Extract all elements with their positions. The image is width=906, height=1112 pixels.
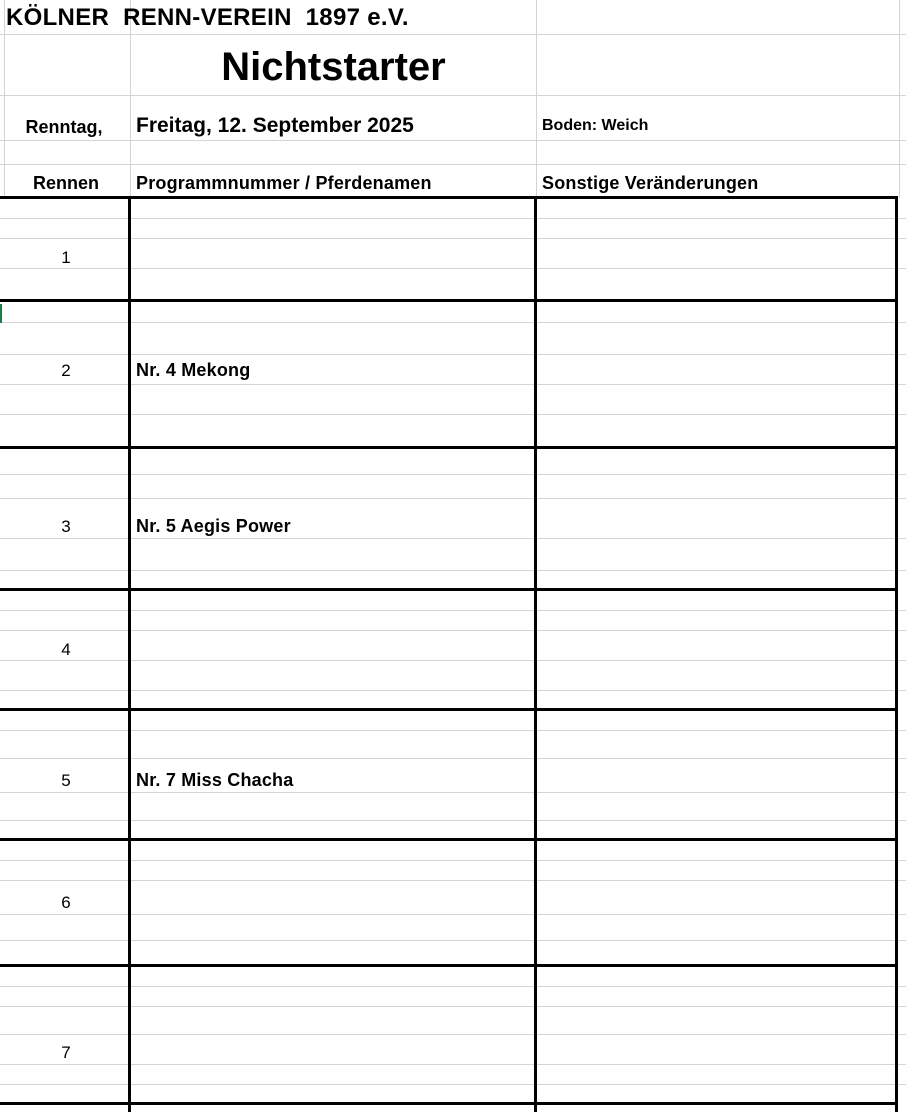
- grid-row-line: [0, 610, 906, 611]
- race-border: [0, 299, 898, 302]
- grid-row-line: [0, 914, 906, 915]
- grid-row-line: [0, 730, 906, 731]
- grid-row-line: [0, 1034, 906, 1035]
- grid-col-line: [899, 0, 900, 198]
- race-border: [0, 708, 898, 711]
- selection-marker: [0, 304, 2, 323]
- race-border: [0, 446, 898, 449]
- grid-row-line: [0, 354, 906, 355]
- ground-condition: Boden: Weich: [542, 117, 649, 134]
- grid-row-line: [0, 268, 906, 269]
- grid-row-line: [0, 792, 906, 793]
- grid-row-line: [0, 218, 906, 219]
- grid-row-line: [0, 630, 906, 631]
- race-number: 1: [61, 248, 71, 267]
- race-border: [0, 1102, 898, 1105]
- race-border: [0, 964, 898, 967]
- race-number: 4: [61, 640, 71, 659]
- grid-row-line: [0, 414, 906, 415]
- grid-col-line: [4, 0, 5, 198]
- horse-entry: Nr. 7 Miss Chacha: [136, 770, 294, 790]
- race-number: 6: [61, 893, 71, 912]
- column-header-changes: Sonstige Veränderungen: [542, 173, 759, 193]
- horse-entry: Nr. 5 Aegis Power: [136, 516, 291, 536]
- grid-col-line: [536, 0, 537, 198]
- grid-row-line: [0, 34, 906, 35]
- race-border: [0, 588, 898, 591]
- grid-row-line: [0, 986, 906, 987]
- renntag-label: Renntag,: [25, 117, 103, 137]
- club-name: KÖLNER RENN-VEREIN 1897 e.V.: [6, 4, 409, 31]
- race-number: 7: [61, 1043, 71, 1062]
- race-number: 2: [61, 361, 71, 380]
- grid-row-line: [0, 322, 906, 323]
- horse-entry: Nr. 4 Mekong: [136, 360, 251, 380]
- column-header-race: Rennen: [32, 173, 99, 193]
- grid-row-line: [0, 880, 906, 881]
- grid-row-line: [0, 140, 906, 141]
- column-border: [895, 196, 898, 1112]
- grid-row-line: [0, 384, 906, 385]
- grid-row-line: [0, 1064, 906, 1065]
- page-title: Nichtstarter: [221, 45, 446, 89]
- race-number: 5: [61, 771, 71, 790]
- grid-row-line: [0, 690, 906, 691]
- race-number: 3: [61, 517, 71, 536]
- column-border: [534, 196, 537, 1112]
- race-border: [0, 838, 898, 841]
- grid-row-line: [0, 940, 906, 941]
- grid-row-line: [0, 95, 906, 96]
- grid-row-line: [0, 498, 906, 499]
- grid-row-line: [0, 758, 906, 759]
- grid-row-line: [0, 660, 906, 661]
- grid-row-line: [0, 570, 906, 571]
- grid-row-line: [0, 820, 906, 821]
- grid-row-line: [0, 1084, 906, 1085]
- grid-row-line: [0, 238, 906, 239]
- race-border: [0, 196, 898, 199]
- grid-row-line: [0, 860, 906, 861]
- grid-row-line: [0, 538, 906, 539]
- grid-row-line: [0, 1006, 906, 1007]
- column-header-program: Programmnummer / Pferdenamen: [136, 173, 432, 193]
- race-date: Freitag, 12. September 2025: [136, 114, 414, 137]
- grid-row-line: [0, 474, 906, 475]
- grid-row-line: [0, 164, 906, 165]
